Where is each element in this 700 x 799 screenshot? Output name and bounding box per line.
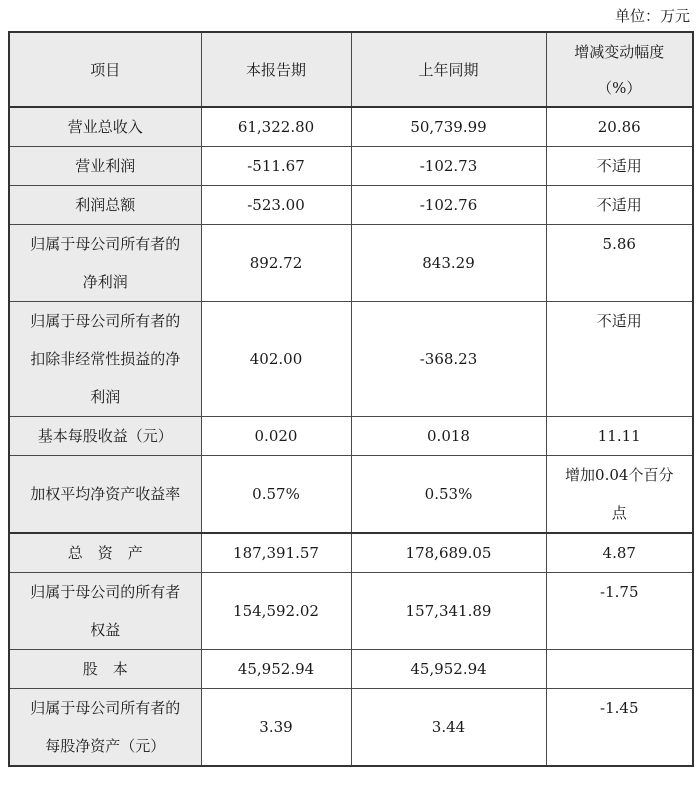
financial-summary-table xyxy=(8,31,694,767)
prior-period-value: 843.29 xyxy=(351,225,546,302)
unit-label: 单位：万元 xyxy=(614,7,690,25)
row-label: 总 资 产 xyxy=(9,533,201,573)
current-period-value: 0.57% xyxy=(201,456,351,534)
prior-period-value: 45,952.94 xyxy=(351,650,546,689)
current-period-value: 154,592.02 xyxy=(201,573,351,650)
table-row-net-profit-excl-nonrecurring xyxy=(9,302,693,417)
row-label: 归属于母公司的所有者权益 xyxy=(9,573,201,650)
row-label: 营业利润 xyxy=(9,147,201,186)
row-label: 利润总额 xyxy=(9,186,201,225)
header-change-line1: 增减变动幅度 xyxy=(574,42,665,61)
prior-period-value: 50,739.99 xyxy=(351,107,546,147)
header-item: 项目 xyxy=(9,32,201,107)
table-row-share-capital xyxy=(9,650,693,689)
row-label: 归属于母公司所有者的扣除非经常性损益的净利润 xyxy=(9,302,201,417)
change-value: 4.87 xyxy=(546,533,693,573)
prior-period-value: 3.44 xyxy=(351,689,546,767)
change-value: 增加0.04个百分点 xyxy=(546,456,693,534)
current-period-value: 3.39 xyxy=(201,689,351,767)
header-current-period: 本报告期 xyxy=(201,32,351,107)
table-row-operating-profit xyxy=(9,147,693,186)
change-value: 11.11 xyxy=(546,417,693,456)
current-period-value: 892.72 xyxy=(201,225,351,302)
header-row xyxy=(9,32,693,107)
prior-period-value: 0.53% xyxy=(351,456,546,534)
table-row-net-assets-per-share xyxy=(9,689,693,767)
prior-period-value: 157,341.89 xyxy=(351,573,546,650)
prior-period-value: -368.23 xyxy=(351,302,546,417)
current-period-value: 45,952.94 xyxy=(201,650,351,689)
current-period-value: -523.00 xyxy=(201,186,351,225)
current-period-value: -511.67 xyxy=(201,147,351,186)
header-prior-period: 上年同期 xyxy=(351,32,546,107)
change-value xyxy=(546,650,693,689)
current-period-value: 61,322.80 xyxy=(201,107,351,147)
change-value: 不适用 xyxy=(546,186,693,225)
prior-period-value: 0.018 xyxy=(351,417,546,456)
table-row-total-revenue xyxy=(9,107,693,147)
change-value: 5.86 xyxy=(546,225,693,302)
table-row-weighted-avg-roe xyxy=(9,456,693,534)
current-period-value: 187,391.57 xyxy=(201,533,351,573)
row-label: 归属于母公司所有者的净利润 xyxy=(9,225,201,302)
table-row-net-profit-parent xyxy=(9,225,693,302)
table-row-total-assets xyxy=(9,533,693,573)
prior-period-value: -102.76 xyxy=(351,186,546,225)
row-label: 归属于母公司所有者的每股净资产（元） xyxy=(9,689,201,767)
current-period-value: 402.00 xyxy=(201,302,351,417)
row-label: 股 本 xyxy=(9,650,201,689)
change-value: -1.45 xyxy=(546,689,693,767)
row-label: 基本每股收益（元） xyxy=(9,417,201,456)
header-change-percent xyxy=(546,32,693,107)
table-row-total-profit xyxy=(9,186,693,225)
table-row-basic-eps xyxy=(9,417,693,456)
row-label: 营业总收入 xyxy=(9,107,201,147)
change-value: -1.75 xyxy=(546,573,693,650)
header-change-line2: （%） xyxy=(597,78,642,97)
prior-period-value: 178,689.05 xyxy=(351,533,546,573)
prior-period-value: -102.73 xyxy=(351,147,546,186)
change-value: 不适用 xyxy=(546,302,693,417)
change-value: 不适用 xyxy=(546,147,693,186)
current-period-value: 0.020 xyxy=(201,417,351,456)
table-row-parent-equity xyxy=(9,573,693,650)
row-label: 加权平均净资产收益率 xyxy=(9,456,201,534)
change-value: 20.86 xyxy=(546,107,693,147)
